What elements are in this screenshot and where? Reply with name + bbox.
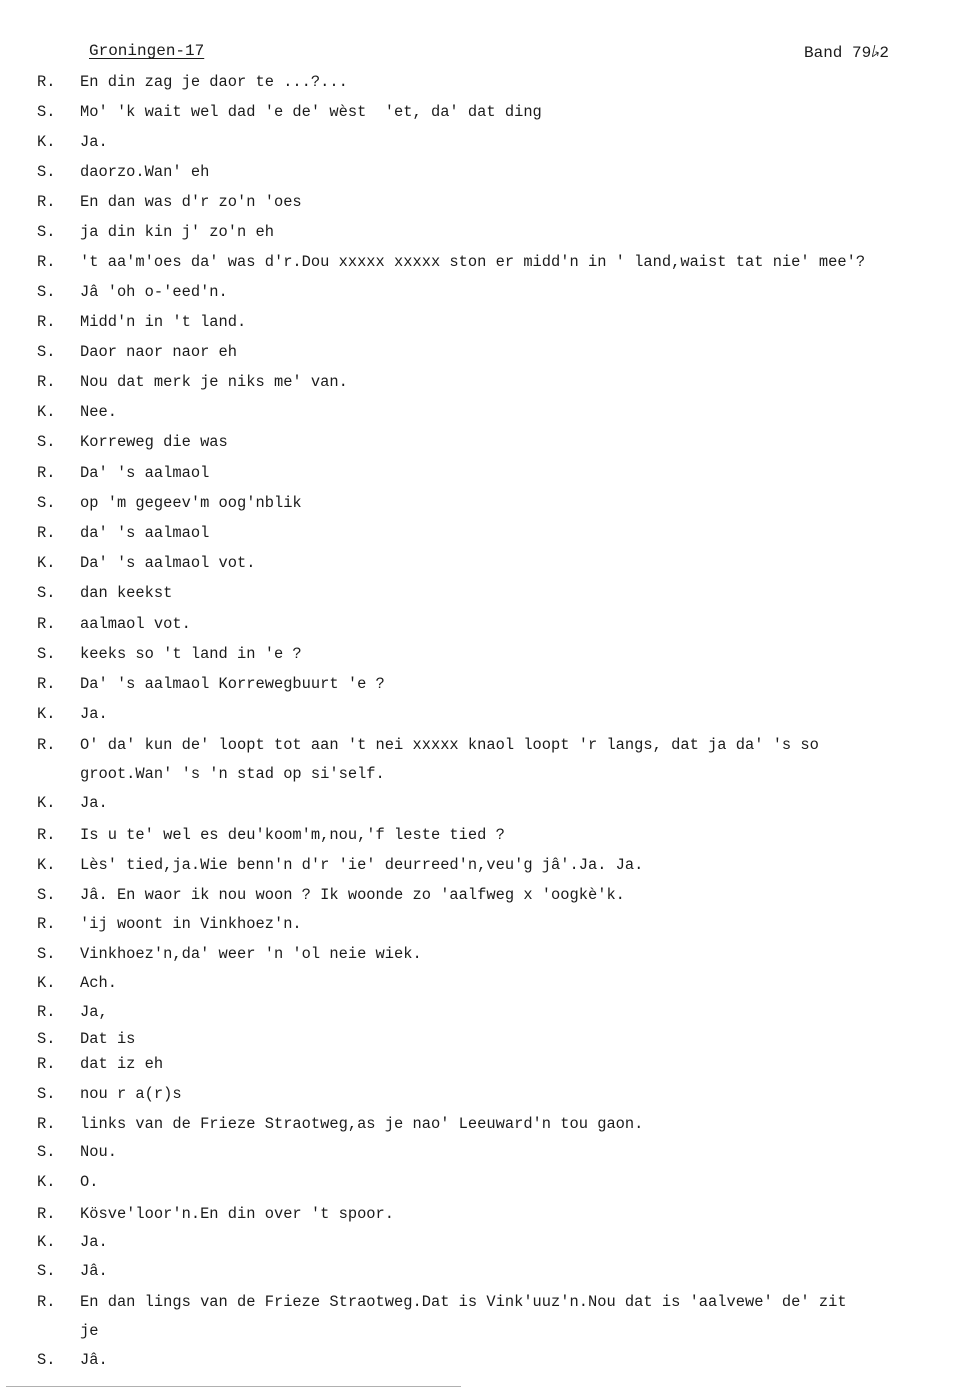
utterance-text: op 'm gegeev'm oog'nblik xyxy=(80,494,302,512)
utterance-text: aalmaol vot. xyxy=(80,615,191,633)
utterance-text: 't aa'm'oes da' was d'r.Dou xxxxx xxxxx ston er midd'n in ' land,waist tat nie' mee'? xyxy=(80,253,866,271)
speaker-label: K. xyxy=(37,1233,56,1251)
speaker-label: S. xyxy=(37,584,56,602)
utterance-text: Jâ 'oh o-'eed'n. xyxy=(80,283,228,301)
utterance-text: Da' 's aalmaol vot. xyxy=(80,554,256,572)
bottom-rule xyxy=(6,1386,461,1387)
speaker-label: R. xyxy=(37,1055,56,1073)
speaker-label: K. xyxy=(37,554,56,572)
speaker-label: R. xyxy=(37,73,56,91)
speaker-label: S. xyxy=(37,343,56,361)
utterance-text: Vinkhoez'n,da' weer 'n 'ol neie wiek. xyxy=(80,945,422,963)
band-number: Band 79⭞2 xyxy=(804,44,890,62)
utterance-text: Daor naor naor eh xyxy=(80,343,238,361)
utterance-text: je xyxy=(80,1322,99,1340)
speaker-label: K. xyxy=(37,1173,56,1191)
speaker-label: S. xyxy=(37,433,56,451)
utterance-text: Nee. xyxy=(80,403,117,421)
utterance-text: ja din kin j' zo'n eh xyxy=(80,223,274,241)
speaker-label: R. xyxy=(37,736,56,754)
speaker-label: R. xyxy=(37,373,56,391)
utterance-text: links van de Frieze Straotweg,as je nao' Leeuward'n tou gaon. xyxy=(80,1115,644,1133)
speaker-label: R. xyxy=(37,1115,56,1133)
speaker-label: S. xyxy=(37,283,56,301)
speaker-label: K. xyxy=(37,974,56,992)
speaker-label: R. xyxy=(37,826,56,844)
speaker-label: R. xyxy=(37,1293,56,1311)
speaker-label: K. xyxy=(37,133,56,151)
speaker-label: S. xyxy=(37,645,56,663)
utterance-text: 'ij woont in Vinkhoez'n. xyxy=(80,915,302,933)
utterance-text: Da' 's aalmaol Korrewegbuurt 'e ? xyxy=(80,675,385,693)
utterance-text: Is u te' wel es deu'koom'm,nou,'f leste tied ? xyxy=(80,826,505,844)
speaker-label: S. xyxy=(37,1351,56,1369)
utterance-text: En dan lings van de Frieze Straotweg.Dat is Vink'uuz'n.Nou dat is 'aalvewe' de' zit xyxy=(80,1293,847,1311)
utterance-text: O. xyxy=(80,1173,99,1191)
speaker-label: R. xyxy=(37,193,56,211)
speaker-label: S. xyxy=(37,1262,56,1280)
utterance-text: daorzo.Wan' eh xyxy=(80,163,210,181)
utterance-text: Mo' 'k wait wel dad 'e de' wèst 'et, da' dat ding xyxy=(80,103,542,121)
speaker-label: K. xyxy=(37,794,56,812)
utterance-text: Ja, xyxy=(80,1003,108,1021)
utterance-text: O' da' kun de' loopt tot aan 't nei xxxxx knaol loopt 'r langs, dat ja da' 's so xyxy=(80,736,819,754)
utterance-text: Ja. xyxy=(80,705,108,723)
speaker-label: R. xyxy=(37,915,56,933)
speaker-label: S. xyxy=(37,223,56,241)
utterance-text: Dat is xyxy=(80,1030,136,1048)
utterance-text: nou r a(r)s xyxy=(80,1085,182,1103)
speaker-label: K. xyxy=(37,856,56,874)
speaker-label: R. xyxy=(37,464,56,482)
speaker-label: R. xyxy=(37,1003,56,1021)
speaker-label: S. xyxy=(37,103,56,121)
speaker-label: S. xyxy=(37,163,56,181)
speaker-label: K. xyxy=(37,403,56,421)
utterance-text: En dan was d'r zo'n 'oes xyxy=(80,193,302,211)
speaker-label: R. xyxy=(37,615,56,633)
utterance-text: En din zag je daor te ...?... xyxy=(80,73,348,91)
utterance-text: Nou. xyxy=(80,1143,117,1161)
speaker-label: S. xyxy=(37,886,56,904)
utterance-text: Da' 's aalmaol xyxy=(80,464,210,482)
speaker-label: S. xyxy=(37,945,56,963)
utterance-text: Lès' tied,ja.Wie benn'n d'r 'ie' deurreed'n,veu'g jâ'.Ja. Ja. xyxy=(80,856,644,874)
speaker-label: R. xyxy=(37,675,56,693)
utterance-text: Kösve'loor'n.En din over 't spoor. xyxy=(80,1205,395,1223)
speaker-label: S. xyxy=(37,494,56,512)
utterance-text: Jâ. En waor ik nou woon ? Ik woonde zo 'aalfweg x 'oogkè'k. xyxy=(80,886,625,904)
speaker-label: K. xyxy=(37,705,56,723)
speaker-label: R. xyxy=(37,1205,56,1223)
utterance-text: Ach. xyxy=(80,974,117,992)
utterance-text: groot.Wan' 's 'n stad op si'self. xyxy=(80,765,385,783)
utterance-text: dat iz eh xyxy=(80,1055,164,1073)
speaker-label: S. xyxy=(37,1143,56,1161)
utterance-text: Jâ. xyxy=(80,1262,108,1280)
utterance-text: keeks so 't land in 'e ? xyxy=(80,645,302,663)
speaker-label: R. xyxy=(37,253,56,271)
utterance-text: Ja. xyxy=(80,794,108,812)
utterance-text: dan keekst xyxy=(80,584,173,602)
speaker-label: S. xyxy=(37,1085,56,1103)
speaker-label: S. xyxy=(37,1030,56,1048)
utterance-text: Jâ. xyxy=(80,1351,108,1369)
utterance-text: Korreweg die was xyxy=(80,433,228,451)
utterance-text: Midd'n in 't land. xyxy=(80,313,247,331)
utterance-text: Ja. xyxy=(80,133,108,151)
utterance-text: Nou dat merk je niks me' van. xyxy=(80,373,348,391)
speaker-label: R. xyxy=(37,313,56,331)
document-title: Groningen-17 xyxy=(89,42,205,60)
utterance-text: Ja. xyxy=(80,1233,108,1251)
speaker-label: R. xyxy=(37,524,56,542)
utterance-text: da' 's aalmaol xyxy=(80,524,210,542)
